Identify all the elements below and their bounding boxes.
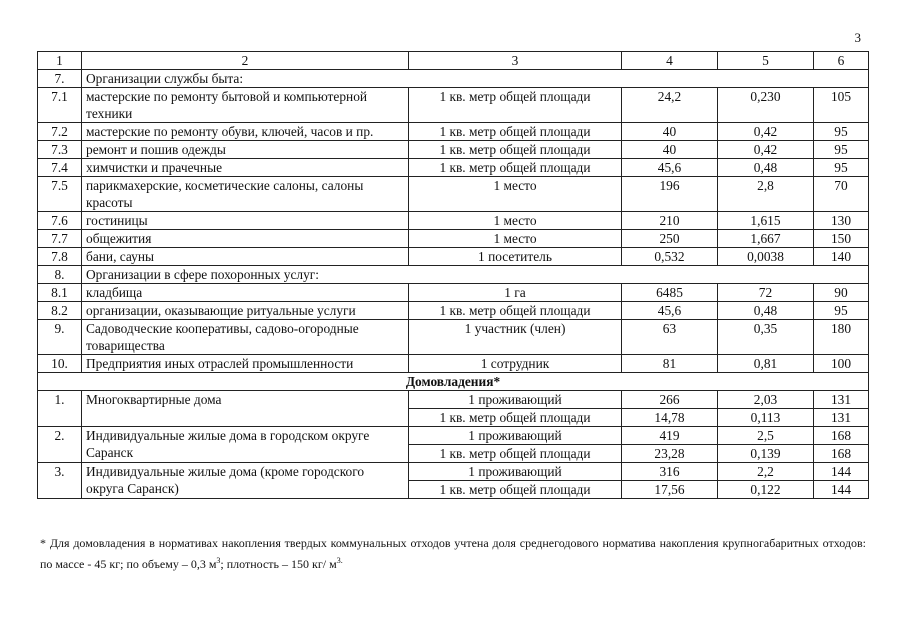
row-density: 90 (814, 284, 869, 302)
row-volume-norm: 2,03 (718, 391, 814, 409)
row-mass-norm: 23,28 (622, 445, 718, 463)
row-volume-norm: 0,0038 (718, 248, 814, 266)
row-density: 95 (814, 141, 869, 159)
row-number: 7.1 (38, 88, 82, 123)
dwelling-row (38, 427, 869, 445)
row-unit: 1 проживающий (409, 427, 622, 445)
row-name: организации, оказывающие ритуальные услуги (82, 302, 409, 320)
row-name: парикмахерские, косметические салоны, салоны красоты (82, 177, 409, 212)
row-unit: 1 участник (член) (409, 320, 622, 355)
row-density: 70 (814, 177, 869, 212)
row-number: 7.2 (38, 123, 82, 141)
row-number: 7.4 (38, 159, 82, 177)
dwelling-row (38, 391, 869, 409)
row-unit: 1 кв. метр общей площади (409, 409, 622, 427)
row-volume-norm: 0,42 (718, 141, 814, 159)
row-name: Многоквартирные дома (82, 391, 409, 427)
norms-table (37, 51, 869, 499)
row-density: 95 (814, 159, 869, 177)
header-cell: 5 (718, 52, 814, 70)
row-volume-norm: 0,230 (718, 88, 814, 123)
row-name: ремонт и пошив одежды (82, 141, 409, 159)
row-name: кладбища (82, 284, 409, 302)
row-number: 3. (38, 463, 82, 499)
row-density: 95 (814, 302, 869, 320)
header-cell: 6 (814, 52, 869, 70)
row-volume-norm: 0,139 (718, 445, 814, 463)
row-density: 168 (814, 445, 869, 463)
table-row (38, 248, 869, 266)
row-number: 2. (38, 427, 82, 463)
row-number: 7.5 (38, 177, 82, 212)
row-number: 7.8 (38, 248, 82, 266)
row-volume-norm: 0,122 (718, 481, 814, 499)
row-mass-norm: 250 (622, 230, 718, 248)
row-mass-norm: 63 (622, 320, 718, 355)
row-volume-norm: 0,35 (718, 320, 814, 355)
table-row (38, 177, 869, 212)
row-volume-norm: 0,81 (718, 355, 814, 373)
row-number: 9. (38, 320, 82, 355)
row-name: гостиницы (82, 212, 409, 230)
norms-table-wrapper (37, 51, 868, 499)
footnote-sup: 3. (336, 556, 343, 565)
row-number: 10. (38, 355, 82, 373)
row-volume-norm: 0,48 (718, 302, 814, 320)
row-number: 7.3 (38, 141, 82, 159)
row-volume-norm: 1,667 (718, 230, 814, 248)
row-density: 144 (814, 463, 869, 481)
row-number: 8. (38, 266, 82, 284)
row-density: 150 (814, 230, 869, 248)
row-density: 105 (814, 88, 869, 123)
row-density: 131 (814, 391, 869, 409)
row-number: 8.2 (38, 302, 82, 320)
header-cell: 3 (409, 52, 622, 70)
row-number: 8.1 (38, 284, 82, 302)
row-unit: 1 кв. метр общей площади (409, 88, 622, 123)
header-cell: 2 (82, 52, 409, 70)
footnote-text-mid: ; плотность – 150 кг/ м (220, 557, 337, 571)
row-volume-norm: 2,5 (718, 427, 814, 445)
row-volume-norm: 2,2 (718, 463, 814, 481)
table-row (38, 159, 869, 177)
row-density: 100 (814, 355, 869, 373)
row-name: мастерские по ремонту обуви, ключей, часов и пр. (82, 123, 409, 141)
row-volume-norm: 72 (718, 284, 814, 302)
row-name: мастерские по ремонту бытовой и компьютерной техники (82, 88, 409, 123)
row-volume-norm: 0,48 (718, 159, 814, 177)
row-mass-norm: 196 (622, 177, 718, 212)
row-mass-norm: 40 (622, 123, 718, 141)
section-title-row (38, 373, 869, 391)
row-mass-norm: 210 (622, 212, 718, 230)
row-density: 95 (814, 123, 869, 141)
footnote-sup: 3 (216, 556, 221, 565)
row-unit: 1 проживающий (409, 463, 622, 481)
table-row (38, 320, 869, 355)
row-mass-norm: 419 (622, 427, 718, 445)
row-name: Предприятия иных отраслей промышленности (82, 355, 409, 373)
row-volume-norm: 0,113 (718, 409, 814, 427)
row-unit: 1 кв. метр общей площади (409, 159, 622, 177)
row-unit: 1 га (409, 284, 622, 302)
table-row (38, 141, 869, 159)
group-row (38, 266, 869, 284)
table-body (38, 52, 869, 499)
header-cell: 1 (38, 52, 82, 70)
row-name: бани, сауны (82, 248, 409, 266)
row-unit: 1 место (409, 230, 622, 248)
footnote-text: * Для домовладения в нормативах накопления твердых коммунальных отходов учтена доля среднегодового норматива накопления крупногабаритных отходов: по массе - 45 кг; по объему – 0,3 м (40, 536, 866, 571)
row-unit: 1 сотрудник (409, 355, 622, 373)
row-mass-norm: 266 (622, 391, 718, 409)
row-mass-norm: 40 (622, 141, 718, 159)
row-density: 144 (814, 481, 869, 499)
row-mass-norm: 316 (622, 463, 718, 481)
row-number: 7.6 (38, 212, 82, 230)
row-unit: 1 место (409, 212, 622, 230)
table-row (38, 302, 869, 320)
row-density: 140 (814, 248, 869, 266)
row-unit: 1 кв. метр общей площади (409, 141, 622, 159)
row-unit: 1 кв. метр общей площади (409, 481, 622, 499)
row-unit: 1 проживающий (409, 391, 622, 409)
row-mass-norm: 0,532 (622, 248, 718, 266)
row-unit: 1 кв. метр общей площади (409, 445, 622, 463)
row-density: 131 (814, 409, 869, 427)
row-unit: 1 место (409, 177, 622, 212)
row-name: Садоводческие кооперативы, садово-огородные товарищества (82, 320, 409, 355)
row-name: общежития (82, 230, 409, 248)
row-number: 1. (38, 391, 82, 427)
row-mass-norm: 24,2 (622, 88, 718, 123)
row-volume-norm: 2,8 (718, 177, 814, 212)
group-row (38, 70, 869, 88)
header-cell: 4 (622, 52, 718, 70)
table-row (38, 123, 869, 141)
row-name: Индивидуальные жилые дома в городском округе Саранск (82, 427, 409, 463)
table-row (38, 284, 869, 302)
row-number: 7. (38, 70, 82, 88)
row-name: химчистки и прачечные (82, 159, 409, 177)
row-unit: 1 кв. метр общей площади (409, 123, 622, 141)
row-mass-norm: 45,6 (622, 302, 718, 320)
dwelling-row (38, 463, 869, 481)
row-density: 180 (814, 320, 869, 355)
row-mass-norm: 14,78 (622, 409, 718, 427)
table-row (38, 88, 869, 123)
row-number: 7.7 (38, 230, 82, 248)
group-title: Организации в сфере похоронных услуг: (82, 266, 869, 284)
table-row (38, 212, 869, 230)
row-mass-norm: 17,56 (622, 481, 718, 499)
page-number: 3 (854, 30, 861, 45)
row-volume-norm: 0,42 (718, 123, 814, 141)
row-density: 168 (814, 427, 869, 445)
row-density: 130 (814, 212, 869, 230)
footnote (40, 535, 866, 573)
header-row (38, 52, 869, 70)
section-title: Домовладения* (38, 373, 869, 391)
row-volume-norm: 1,615 (718, 212, 814, 230)
table-row (38, 230, 869, 248)
group-title: Организации службы быта: (82, 70, 869, 88)
row-mass-norm: 45,6 (622, 159, 718, 177)
row-unit: 1 кв. метр общей площади (409, 302, 622, 320)
row-mass-norm: 81 (622, 355, 718, 373)
row-mass-norm: 6485 (622, 284, 718, 302)
row-name: Индивидуальные жилые дома (кроме городского округа Саранск) (82, 463, 409, 499)
table-row (38, 355, 869, 373)
row-unit: 1 посетитель (409, 248, 622, 266)
